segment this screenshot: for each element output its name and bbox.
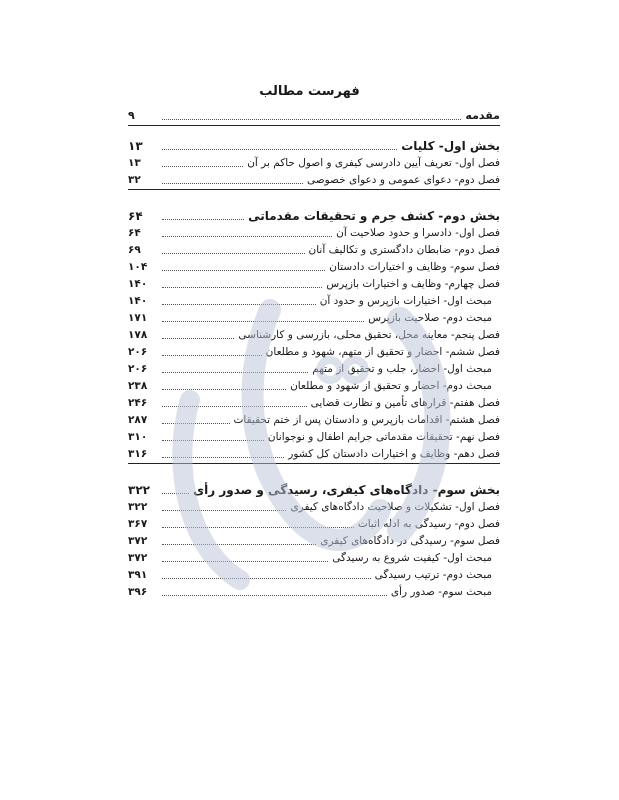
dot-leader [162, 578, 371, 579]
toc-page-number: ۲۰۶ [128, 346, 148, 358]
toc-entry-sub [128, 359, 500, 376]
toc-entry-chapter [128, 531, 500, 548]
toc-entry-label: فصل نهم- تحقیقات مقدماتی جرایم اطفال و نوجوانان [267, 431, 500, 443]
toc-page-number: ۳۹۶ [128, 586, 148, 598]
toc-entry-label: بخش دوم- کشف جرم و تحقیقات مقدماتی [248, 209, 500, 223]
toc-entry-chapter [128, 153, 500, 170]
toc-entry-label: بخش اول- کلیات [401, 139, 500, 153]
toc-entry-label: فصل سوم- وظایف و اختیارات دادستان [329, 261, 500, 273]
section-divider [128, 463, 500, 464]
dot-leader [162, 219, 244, 220]
dot-leader [162, 321, 364, 322]
toc-entry-label: مبحث دوم- ترتیب رسیدگی [374, 569, 492, 581]
toc-entry-chapter [128, 514, 500, 531]
toc-entry-intro [128, 106, 500, 123]
toc-entry-label: فصل اول- تعریف آیین دادرسی کیفری و اصول حاکم بر آن [247, 157, 500, 169]
toc-page-number: ۶۴ [128, 227, 141, 239]
toc-page-number: ۱۷۸ [128, 329, 148, 341]
dot-leader [162, 406, 307, 407]
section-divider [128, 189, 500, 190]
toc-entry-label: فصل دهم- وظایف و اختیارات دادستان کل کشور [288, 448, 500, 460]
toc-page-number: ۱۴۰ [128, 295, 148, 307]
toc-entry-label: فصل هشتم- اقدامات بازپرس و دادستان پس از ختم تحقیقات [233, 414, 500, 426]
toc-page-number: ۱۴۰ [128, 278, 148, 290]
toc-entry-label: مبحث دوم- احضار و تحقیق از شهود و مطلعان [290, 380, 492, 392]
toc-page-number: ۳۲۲ [128, 501, 148, 513]
toc-entry-chapter [128, 223, 500, 240]
dot-leader [162, 253, 305, 254]
toc-page-number: ۶۴ [128, 209, 143, 223]
toc-entry-chapter [128, 170, 500, 187]
toc-entry-chapter [128, 393, 500, 410]
dot-leader [162, 236, 332, 237]
dot-leader [162, 389, 286, 390]
dot-leader [162, 595, 387, 596]
toc-entry-label: فصل چهارم- وظایف و اختیارات بازپرس [326, 278, 500, 290]
toc-entry-chapter [128, 427, 500, 444]
dot-leader [162, 527, 354, 528]
toc-entry-label: مبحث اول- احضار، جلب و تحقیق از متهم [312, 363, 492, 375]
toc-page-number: ۳۱۶ [128, 448, 148, 460]
dot-leader [162, 355, 262, 356]
dot-leader [162, 544, 316, 545]
toc-entry-chapter [128, 342, 500, 359]
dot-leader [162, 304, 316, 305]
toc-entry-label: فصل اول- دادسرا و حدود صلاحیت آن [336, 227, 500, 239]
toc-page-number: ۹ [128, 109, 135, 122]
toc-entry-label: مقدمه [465, 109, 500, 122]
toc-page-number: ۳۲ [128, 174, 141, 186]
table-of-contents [128, 106, 500, 599]
dot-leader [162, 440, 264, 441]
toc-page-number: ۱۰۴ [128, 261, 148, 273]
toc-entry-label: مبحث دوم- صلاحیت بازپرس [368, 312, 492, 324]
toc-page-number: ۱۳ [128, 157, 141, 169]
dot-leader [162, 423, 230, 424]
dot-leader [162, 338, 234, 339]
dot-leader [162, 493, 189, 494]
toc-entry-section [128, 130, 500, 153]
toc-page-number: ۳۱۰ [128, 431, 148, 443]
toc-entry-sub [128, 582, 500, 599]
toc-page-number: ۱۷۱ [128, 312, 148, 324]
toc-page-number: ۳۶۷ [128, 518, 148, 530]
toc-page-number: ۲۸۷ [128, 414, 148, 426]
toc-entry-sub [128, 291, 500, 308]
toc-page-number: ۲۳۸ [128, 380, 148, 392]
toc-page-number: ۲۴۶ [128, 397, 148, 409]
toc-entry-sub [128, 565, 500, 582]
toc-entry-label: فصل ششم- احضار و تحقیق از متهم، شهود و مطلعان [265, 346, 500, 358]
toc-page-number: ۳۲۲ [128, 483, 150, 497]
dot-leader [162, 270, 325, 271]
toc-entry-label: فصل دوم- ضابطان دادگستری و تکالیف آنان [308, 244, 500, 256]
toc-entry-chapter [128, 257, 500, 274]
section-divider [128, 125, 500, 126]
toc-entry-label: مبحث اول- کیفیت شروع به رسیدگی [332, 552, 492, 564]
toc-entry-label: فصل سوم- رسیدگی در دادگاه‌های کیفری [320, 535, 500, 547]
page-title: فهرست مطالب [259, 84, 360, 99]
toc-entry-sub [128, 376, 500, 393]
toc-entry-chapter [128, 274, 500, 291]
dot-leader [162, 119, 461, 120]
toc-entry-chapter [128, 497, 500, 514]
dot-leader [162, 457, 284, 458]
toc-page-number: ۶۹ [128, 244, 141, 256]
toc-entry-label: فصل پنجم- معاینه محل، تحقیق محلی، بازرسی و کارشناسی [238, 329, 500, 341]
toc-entry-chapter [128, 240, 500, 257]
dot-leader [162, 166, 243, 167]
dot-leader [162, 287, 322, 288]
toc-entry-label: بخش سوم- دادگاه‌های کیفری، رسیدگی و صدور رأی [193, 483, 500, 497]
toc-page-number: ۳۹۱ [128, 569, 148, 581]
toc-entry-label: فصل دوم- رسیدگی به ادله اثبات [357, 518, 500, 530]
dot-leader [162, 510, 286, 511]
toc-page-number: ۱۳ [128, 139, 143, 153]
dot-leader [162, 561, 328, 562]
toc-entry-label: مبحث اول- اختیارات بازپرس و حدود آن [319, 295, 492, 307]
toc-entry-label: فصل اول- تشکیلات و صلاحیت دادگاه‌های کیفری [290, 501, 500, 513]
toc-entry-section [128, 474, 500, 497]
toc-page-number: ۳۷۲ [128, 552, 148, 564]
toc-entry-sub [128, 308, 500, 325]
toc-entry-chapter [128, 410, 500, 427]
toc-page-number: ۲۰۶ [128, 363, 148, 375]
toc-entry-chapter [128, 325, 500, 342]
toc-entry-label: فصل دوم- دعوای عمومی و دعوای خصوصی [306, 174, 500, 186]
dot-leader [162, 149, 397, 150]
dot-leader [162, 372, 308, 373]
toc-entry-sub [128, 548, 500, 565]
dot-leader [162, 183, 303, 184]
toc-page-number: ۳۷۲ [128, 535, 148, 547]
toc-entry-label: فصل هفتم- قرارهای تأمین و نظارت قضایی [310, 397, 500, 409]
toc-entry-section [128, 200, 500, 223]
toc-entry-label: مبحث سوم- صدور رأی [390, 586, 492, 598]
toc-entry-chapter [128, 444, 500, 461]
